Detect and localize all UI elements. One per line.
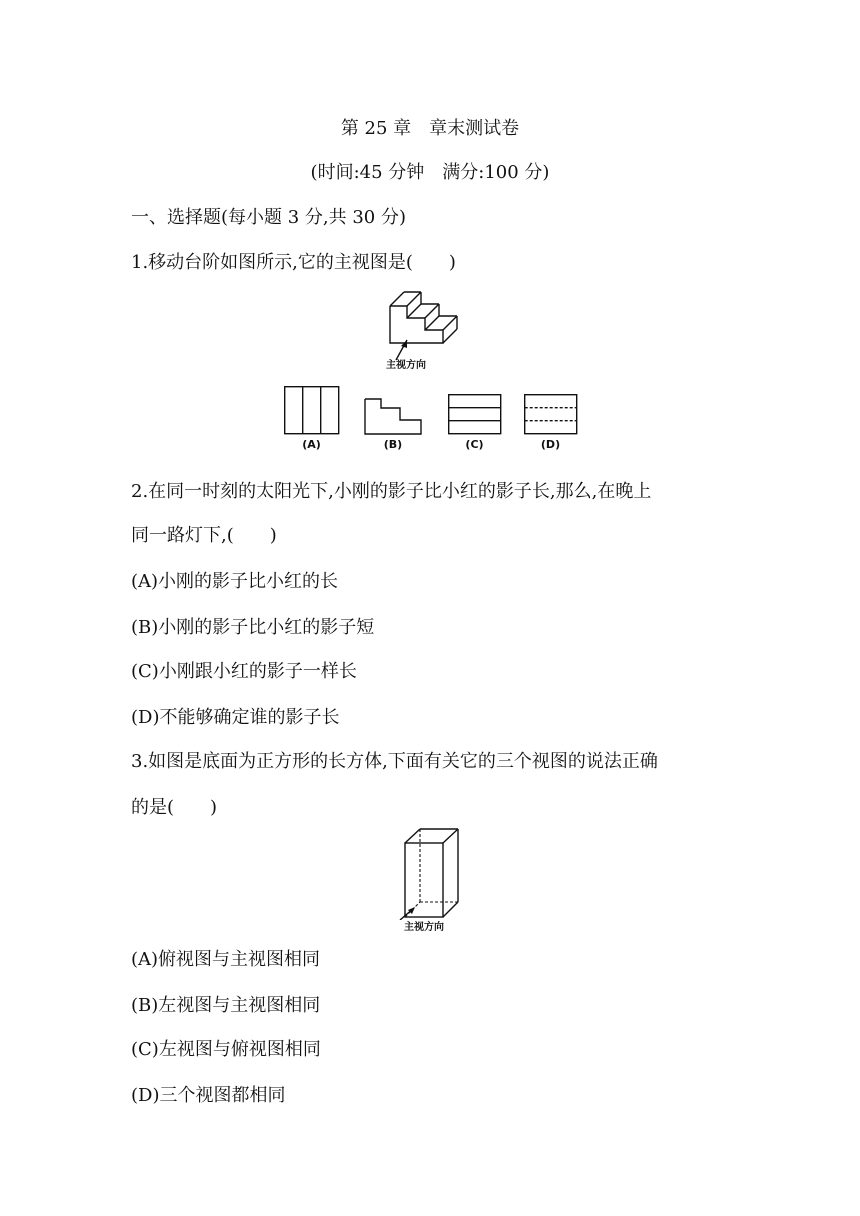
option-b-label: (B): [383, 438, 403, 451]
question-2-option-c: (C)小刚跟小红的影子一样长: [131, 661, 357, 682]
question-3-option-a: (A)俯视图与主视图相同: [131, 949, 321, 970]
question-1-staircase-figure: [380, 280, 480, 376]
option-c-figure: [448, 386, 508, 454]
question-3-option-b: (B)左视图与主视图相同: [131, 995, 321, 1016]
question-3-text-line-2: 的是( ): [131, 797, 218, 818]
question-3-option-d: (D)三个视图都相同: [131, 1085, 286, 1106]
question-3-option-c: (C)左视图与俯视图相同: [131, 1039, 321, 1060]
option-c-label: (C): [465, 438, 484, 451]
question-2-text-line-2: 同一路灯下,( ): [131, 525, 277, 546]
question-3-figure-caption: 主视方向: [404, 922, 444, 933]
option-a-figure: [284, 386, 344, 454]
question-1-text: 1.移动台阶如图所示,它的主视图是( ): [131, 252, 456, 273]
question-2-option-d: (D)不能够确定谁的影子长: [131, 707, 340, 728]
section-heading: 一、选择题(每小题 3 分,共 30 分): [131, 207, 407, 228]
question-2-text-line-1: 2.在同一时刻的太阳光下,小刚的影子比小红的影子长,那么,在晚上: [131, 481, 652, 502]
option-d-label: (D): [540, 438, 561, 451]
question-3-text-line-1: 3.如图是底面为正方形的长方体,下面有关它的三个视图的说法正确: [131, 751, 658, 772]
question-3-cuboid-figure: [396, 824, 476, 936]
option-b-figure: [364, 386, 424, 454]
option-a-label: (A): [302, 438, 321, 451]
option-d-figure: [524, 386, 584, 454]
page-title: 第 25 章 章末测试卷: [340, 118, 520, 139]
question-2-option-b: (B)小刚的影子比小红的影子短: [131, 617, 375, 638]
question-1-figure-caption: 主视方向: [386, 360, 426, 371]
question-2-option-a: (A)小刚的影子比小红的长: [131, 571, 339, 592]
exam-meta: (时间:45 分钟 满分:100 分): [310, 162, 550, 183]
